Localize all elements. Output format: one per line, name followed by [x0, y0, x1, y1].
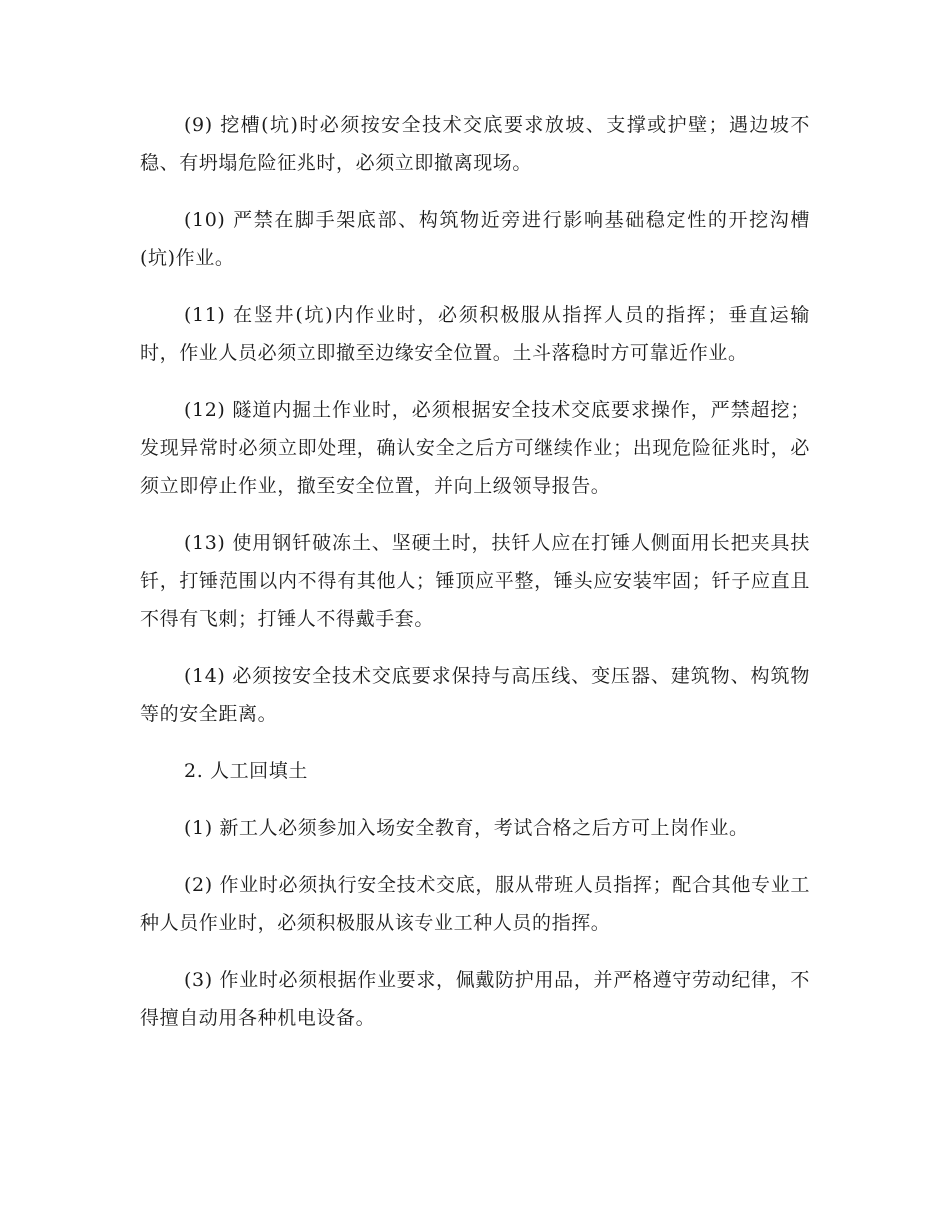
- paragraph-item-14: (14) 必须按安全技术交底要求保持与高压线、变压器、建筑物、构筑物等的安全距离。: [140, 665, 810, 725]
- document-page: [140, 106, 810, 1056]
- paragraph-item-2: (2) 作业时必须执行安全技术交底，服从带班人员指挥；配合其他专业工种人员作业时，必须积极服从该专业工种人员的指挥。: [140, 874, 810, 934]
- paragraph-item-10: (10) 严禁在脚手架底部、构筑物近旁进行影响基础稳定性的开挖沟槽(坑)作业。: [140, 209, 810, 269]
- paragraph-item-1: (1) 新工人必须参加入场安全教育，考试合格之后方可上岗作业。: [184, 817, 749, 839]
- paragraph-item-13: (13) 使用钢钎破冻土、坚硬土时，扶钎人应在打锤人侧面用长把夹具扶钎，打锤范围以内不得有其他人；锤顶应平整，锤头应安装牢固；钎子应直且不得有飞刺；打锤人不得戴手套。: [140, 532, 810, 630]
- paragraph-item-9: (9) 挖槽(坑)时必须按安全技术交底要求放坡、支撑或护壁；遇边坡不稳、有坍塌危险征兆时，必须立即撤离现场。: [140, 114, 810, 174]
- paragraph-item-3: (3) 作业时必须根据作业要求，佩戴防护用品，并严格遵守劳动纪律，不得擅自动用各种机电设备。: [140, 969, 810, 1029]
- paragraph-item-12: (12) 隧道内掘土作业时，必须根据安全技术交底要求操作，严禁超挖；发现异常时必须立即处理，确认安全之后方可继续作业；出现危险征兆时，必须立即停止作业，撤至安全位置，并向上级领导报告。: [140, 399, 810, 497]
- section-heading-backfill: 2. 人工回填土: [184, 760, 308, 782]
- paragraph-item-11: (11) 在竖井(坑)内作业时，必须积极服从指挥人员的指挥；垂直运输时，作业人员必须立即撤至边缘安全位置。土斗落稳时方可靠近作业。: [140, 304, 810, 364]
